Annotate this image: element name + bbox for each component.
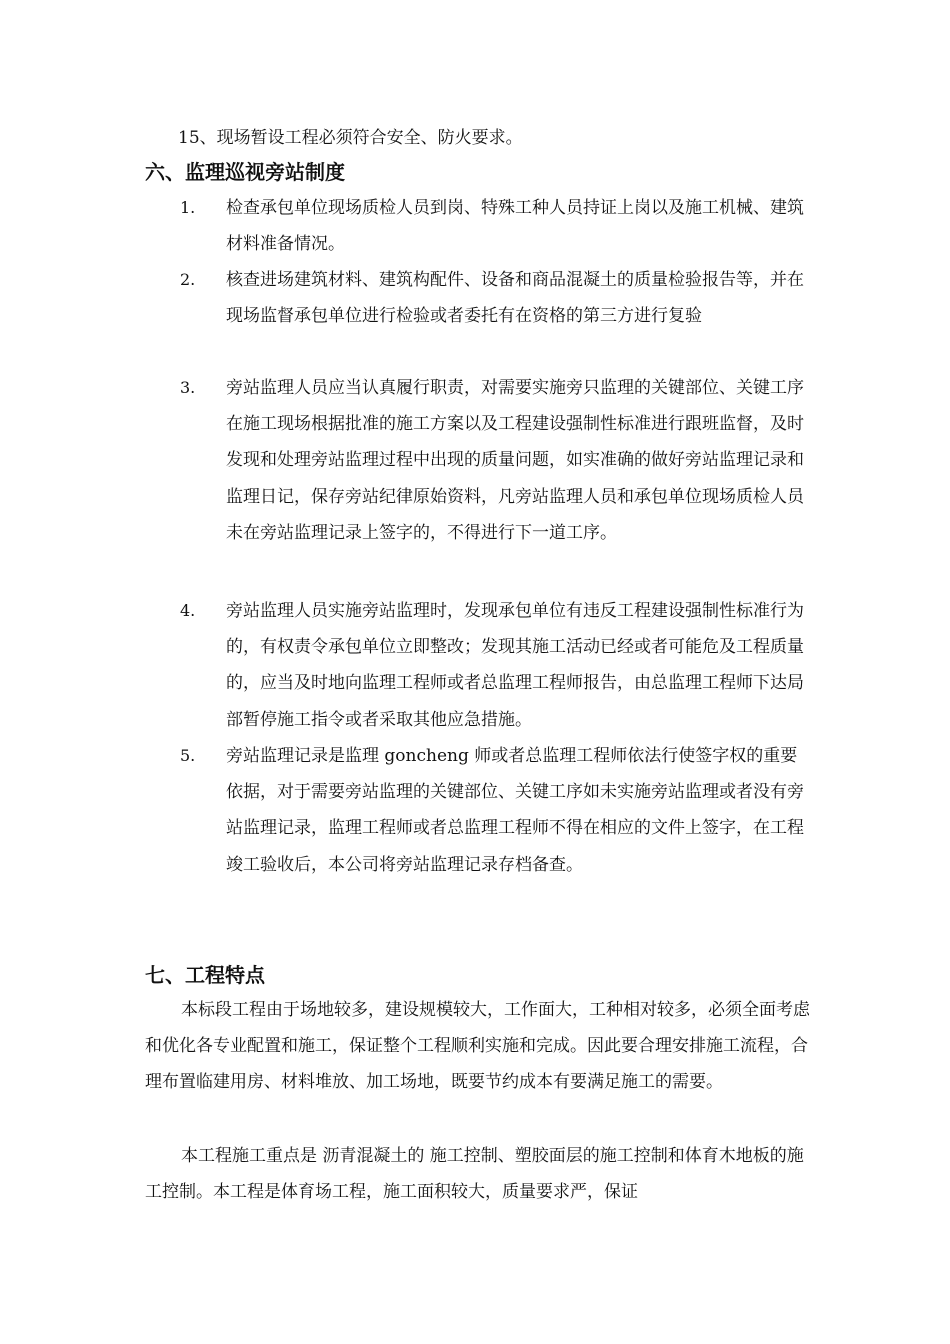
section-heading-7: 七、工程特点 <box>145 963 265 987</box>
list-item: 检查承包单位现场质检人员到岗、特殊工种人员持证上岗以及施工机械、建筑材料准备情况。 <box>226 198 804 255</box>
list-item: 核查进场建筑材料、建筑构配件、设备和商品混凝土的质量检验报告等，并在现场监督承包单位进行检验或者委托有在资格的第三方进行复验 <box>226 270 804 327</box>
paragraph: 本工程施工重点是 沥青混凝土的 施工控制、塑胶面层的施工控制和体育木地板的施工控制。本工程是体育场工程，施工面积较大，质量要求严，保证 <box>145 1146 804 1203</box>
list-item: 旁站监理记录是监理 goncheng 师或者总监理工程师依法行使签字权的重要依据，对于需要旁站监理的关键部位、关键工序如未实施旁站监理或者没有旁站监理记录，监理工程师或者总监理工程师不得在相应的文件上签字，在工程竣工验收后，本公司将旁站监理记录存档备查。 <box>226 746 804 875</box>
paragraph: 本标段工程由于场地较多，建设规模较大，工作面大，工种相对较多，必须全面考虑和优化各专业配置和施工，保证整个工程顺利实施和完成。因此要合理安排施工流程，合理布置临建用房、材料堆放、加工场地，既要节约成本有要满足施工的需要。 <box>145 1000 810 1093</box>
list-item: 旁站监理人员实施旁站监理时，发现承包单位有违反工程建设强制性标准行为的，有权责令承包单位立即整改；发现其施工活动已经或者可能危及工程质量的，应当及时地向监理工程师或者总监理工程师报告，由总监理工程师下达局部暂停施工指令或者采取其他应急措施。 <box>226 601 804 730</box>
list-number: 5. <box>180 746 196 765</box>
list-number: 3. <box>180 378 196 397</box>
list-number: 4. <box>180 601 196 620</box>
list-item: 旁站监理人员应当认真履行职责，对需要实施旁只监理的关键部位、关键工序在施工现场根据批准的施工方案以及工程建设强制性标准进行跟班监督，及时发现和处理旁站监理过程中出现的质量问题，如实准确的做好旁站监理记录和监理日记，保存旁站纪律原始资料，凡旁站监理人员和承包单位现场质检人员未在旁站监理记录上签字的，不得进行下一道工序。 <box>226 378 804 543</box>
section-heading-6: 六、监理巡视旁站制度 <box>145 160 345 184</box>
text-line-15: 15、现场暂设工程必须符合安全、防火要求。 <box>178 128 523 148</box>
list-number: 1. <box>180 198 196 217</box>
list-number: 2. <box>180 270 196 289</box>
